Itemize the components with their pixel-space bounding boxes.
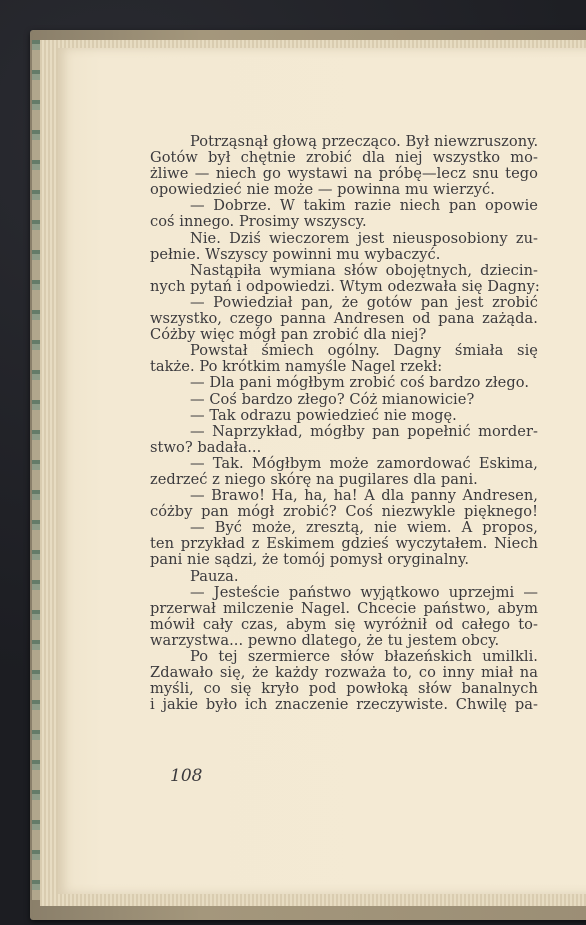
text-line: Potrząsnął głową przecząco. Był niewzruszony. xyxy=(190,133,539,150)
text-line: żliwe — niech go wystawi na próbę—lecz snu tego xyxy=(150,165,538,183)
text-line: wszystko, czego panna Andresen od pana zażąda. xyxy=(150,310,538,328)
body-text xyxy=(150,134,538,713)
text-line: — Być może, zresztą, nie wiem. A propos, xyxy=(190,519,538,537)
text-line: pełnie. Wszyscy powinni mu wybaczyć. xyxy=(150,245,441,263)
text-line: Pauza. xyxy=(190,567,239,585)
text-line: warzystwa... pewno dlatego, że tu jestem obcy. xyxy=(150,631,500,649)
text-line: — Coś bardzo złego? Cóż mianowicie? xyxy=(190,390,475,408)
text-line: Po tej szermierce słów błazeńskich umilkli. xyxy=(190,648,538,665)
text-line: opowiedzieć nie może — powinna mu wierzyć. xyxy=(150,181,495,199)
text-line: ten przykład z Eskimem gdzieś wyczytałem. Niech xyxy=(150,535,538,553)
text-line: cóżby pan mógł zrobić? Coś niezwykle pięknego! xyxy=(150,503,538,521)
text-line: Gotów był chętnie zrobić dla niej wszystko mo- xyxy=(150,149,538,167)
text-line: coś innego. Prosimy wszyscy. xyxy=(150,213,367,231)
text-line: — Brawo! Ha, ha, ha! A dla panny Andresen, xyxy=(190,487,538,505)
text-line: Zdawało się, że każdy rozważa to, co inny miał na xyxy=(150,664,538,682)
text-line: — Powiedział pan, że gotów pan jest zrobić xyxy=(190,293,538,311)
text-line: — Jesteście państwo wyjątkowo uprzejmi — xyxy=(190,583,538,601)
text-line: — Tak odrazu powiedzieć nie mogę. xyxy=(190,406,457,424)
text-line: Nastąpiła wymiana słów obojętnych, dziecin- xyxy=(190,261,538,279)
text-line: i jakie było ich znaczenie rzeczywiste. Chwilę pa- xyxy=(150,696,538,714)
text-line: Cóżby więc mógł pan zrobić dla niej? xyxy=(150,326,427,344)
text-line: pani nie sądzi, że tomój pomysł oryginalny. xyxy=(150,551,470,569)
text-line: Powstał śmiech ogólny. Dagny śmiała się xyxy=(190,342,538,360)
text-line: nych pytań i odpowiedzi. Wtym odezwała się Dagny: xyxy=(150,277,540,295)
text-line: — Tak. Mógłbym może zamordować Eskima, xyxy=(190,454,538,472)
text-line: — Dla pani mógłbym zrobić coś bardzo złego. xyxy=(190,374,530,392)
text-line: — Dobrze. W takim razie niech pan opowie xyxy=(190,197,538,215)
text-line: przerwał milczenie Nagel. Chcecie państwo, abym xyxy=(150,599,538,617)
text-line: zedrzeć z niego skórę na pugilares dla pani. xyxy=(150,470,478,488)
text-line: Nie. Dziś wieczorem jest nieusposobiony zu- xyxy=(190,229,538,247)
text-line: stwo? badała... xyxy=(150,438,262,456)
text-line: myśli, co się kryło pod powłoką słów banalnych xyxy=(150,680,538,698)
page-number: 108 xyxy=(170,766,203,786)
text-line: także. Po krótkim namyśle Nagel rzekł: xyxy=(150,358,443,376)
text-line: mówił cały czas, abym się wyróżnił od całego to- xyxy=(150,615,538,633)
text-line: — Naprzykład, mógłby pan popełnić morder- xyxy=(190,422,538,440)
